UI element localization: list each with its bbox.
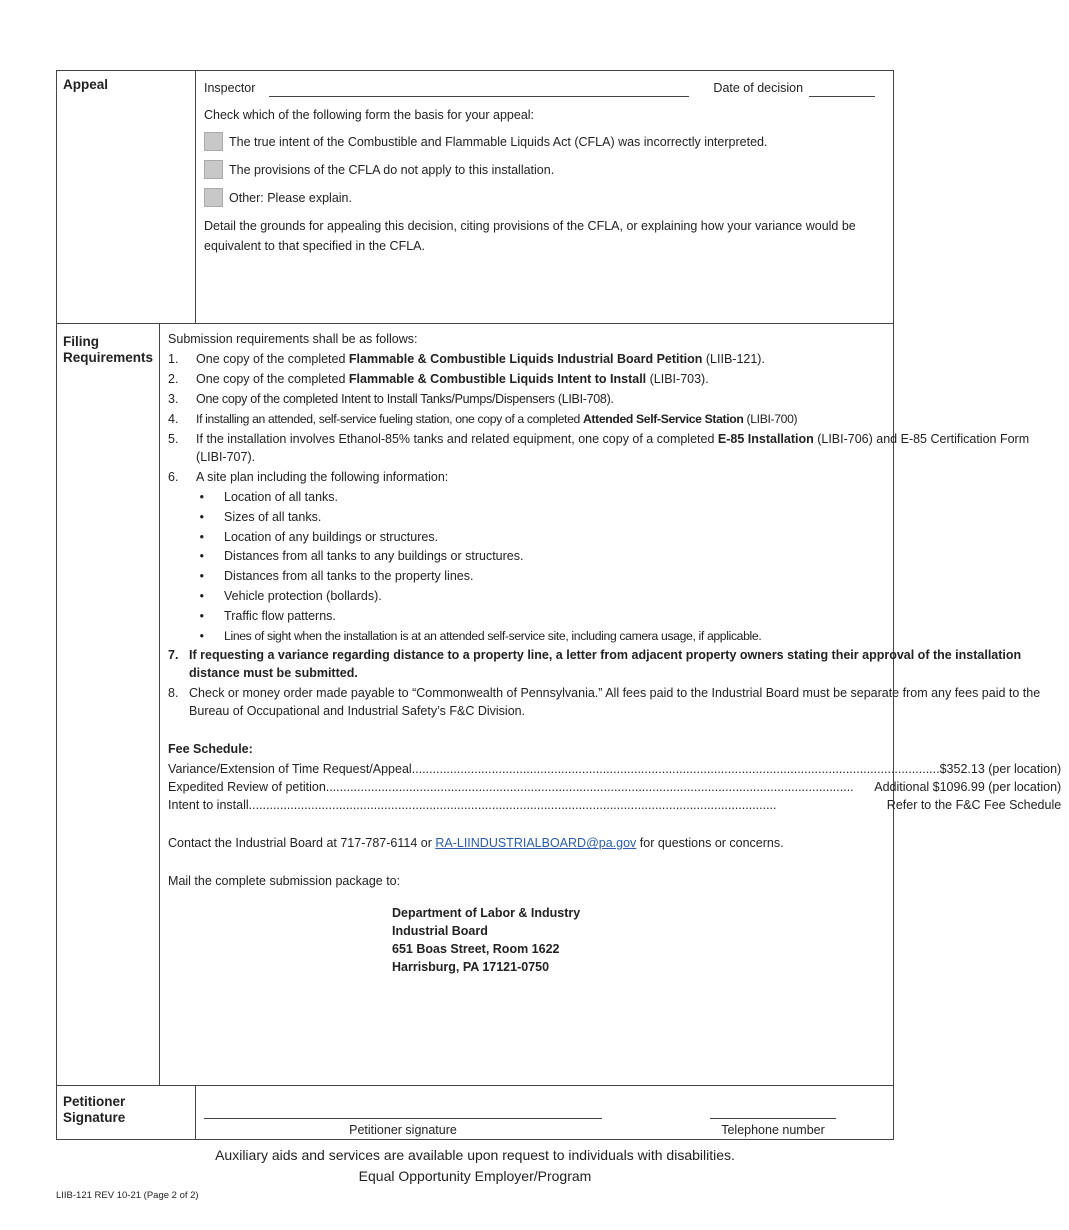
- requirement-7: 7. If requesting a variance regarding distance to a property line, a letter from adjacent property owners stating their approval of the installation distance must be submitted.: [168, 648, 1022, 681]
- filing-content: [160, 324, 1069, 1085]
- list-item: • Traffic flow patterns.: [199, 608, 336, 623]
- fee-schedule: [168, 760, 1061, 814]
- list-item: 5. If the installation involves Ethanol-85% tanks and related equipment, one copy of a completed E-85 Installation (LIBI-706) and E-85 Certification Form (LIBI-707).: [168, 432, 1030, 464]
- fee-schedule-title: Fee Schedule:: [168, 742, 253, 757]
- appeal-option-1: [204, 132, 885, 151]
- filing-requirements-label: [57, 324, 160, 1085]
- signature-content: [196, 1086, 893, 1139]
- inspector-label: Inspector: [204, 81, 256, 95]
- fee-row: Intent to install ........................................................................................................................................................ Refer to the F&C Fee Schedule: [168, 798, 1062, 813]
- signature-label-line1: Petitioner: [63, 1094, 126, 1109]
- list-item: • Vehicle protection (bollards).: [199, 588, 382, 603]
- date-of-decision-field[interactable]: [809, 82, 875, 97]
- accessibility-notice: Auxiliary aids and services are available upon request to individuals with disabilities.: [215, 1147, 735, 1163]
- list-item: 4. If installing an attended, self-service fueling station, one copy of a completed Attended Self-Service Station (LIBI-700): [168, 412, 798, 426]
- appeal-label: Appeal: [57, 71, 196, 323]
- date-of-decision-label: Date of decision: [713, 81, 804, 95]
- list-item: • Distances from all tanks to any buildings or structures.: [199, 549, 524, 564]
- fee-row: Expedited Review of petition ........................................................................................................................................................ Additional $1096.99 (per location): [168, 780, 1062, 795]
- fee-row: Variance/Extension of Time Request/Appeal ........................................................................................................................................................ $352.13 (per location): [168, 762, 1062, 777]
- industrial-board-email-link[interactable]: RA-LIINDUSTRIALBOARD@pa.gov: [435, 836, 637, 851]
- list-item: 2. One copy of the completed Flammable & Combustible Liquids Intent to Install (LIBI-703).: [168, 372, 709, 386]
- requirement-8: 8. Check or money order made payable to “Commonwealth of Pennsylvania.” All fees paid to the Industrial Board must be separate from any fees paid to the Bureau of Occupational and Industrial Safety’s F&C Division.: [168, 686, 1041, 719]
- equal-opportunity-notice: Equal Opportunity Employer/Program: [358, 1168, 592, 1184]
- submission-intro: Submission requirements shall be as follows:: [168, 332, 418, 346]
- signature-label-line2: Signature: [63, 1110, 126, 1125]
- petitioner-signature-label: [57, 1086, 196, 1139]
- option-3-text: Other: Please explain.: [229, 190, 352, 205]
- appeal-section: [57, 71, 893, 324]
- form-table: [56, 70, 1062, 1140]
- list-item: 1. One copy of the completed Flammable & Combustible Liquids Industrial Board Petition (LIIB-121).: [168, 352, 765, 366]
- list-item: • Sizes of all tanks.: [199, 509, 322, 524]
- appeal-detail-instructions: Detail the grounds for appealing this decision, citing provisions of the CFLA, or explaining how your variance would be equivalent to that specified in the CFLA.: [204, 219, 856, 253]
- mailing-address: Department of Labor & Industry Industrial Board 651 Boas Street, Room 1622 Harrisburg, PA 17121-0750: [392, 906, 581, 975]
- appeal-option-3: [204, 188, 885, 207]
- check-intro: Check which of the following form the basis for your appeal:: [204, 108, 535, 122]
- list-item: • Distances from all tanks to the property lines.: [199, 569, 474, 584]
- list-item: • Location of any buildings or structures.: [199, 529, 439, 544]
- inspector-field[interactable]: [269, 82, 689, 97]
- appeal-content: [196, 71, 893, 323]
- option-1-text: The true intent of the Combustible and Flammable Liquids Act (CFLA) was incorrectly interpreted.: [229, 134, 768, 149]
- list-item: • Location of all tanks.: [199, 490, 338, 504]
- petitioner-signature-field[interactable]: [204, 1118, 602, 1139]
- telephone-number-field[interactable]: [710, 1118, 836, 1139]
- petitioner-signature-caption: Petitioner signature: [204, 1118, 602, 1139]
- appeal-option-2: [204, 160, 885, 179]
- requirements-list: [168, 350, 1061, 486]
- filing-label-line1: Filing: [63, 334, 99, 349]
- option-2-text: The provisions of the CFLA do not apply to this installation.: [229, 162, 555, 177]
- list-item: • Lines of sight when the installation is at an attended self-service site, including camera usage, if applicable.: [199, 628, 762, 643]
- mail-intro: Mail the complete submission package to:: [168, 874, 401, 889]
- telephone-number-caption: Telephone number: [710, 1118, 836, 1139]
- site-plan-bullets: [168, 488, 1061, 645]
- petitioner-signature-section: [57, 1086, 893, 1139]
- contact-line: Contact the Industrial Board at 717-787-6114 or RA-LIINDUSTRIALBOARD@pa.gov for questions or concerns.: [168, 836, 784, 851]
- option-1-checkbox[interactable]: [204, 132, 223, 151]
- inspector-row: [204, 79, 885, 97]
- list-item: 3. One copy of the completed Intent to Install Tanks/Pumps/Dispensers (LIBI-708).: [168, 392, 614, 406]
- option-3-checkbox[interactable]: [204, 188, 223, 207]
- option-2-checkbox[interactable]: [204, 160, 223, 179]
- filing-requirements-section: [57, 324, 1062, 1086]
- filing-label-line2: Requirements: [63, 350, 154, 365]
- form-revision: LIIB-121 REV 10-21 (Page 2 of 2): [56, 1190, 199, 1201]
- list-item: 6. A site plan including the following information:: [168, 470, 449, 484]
